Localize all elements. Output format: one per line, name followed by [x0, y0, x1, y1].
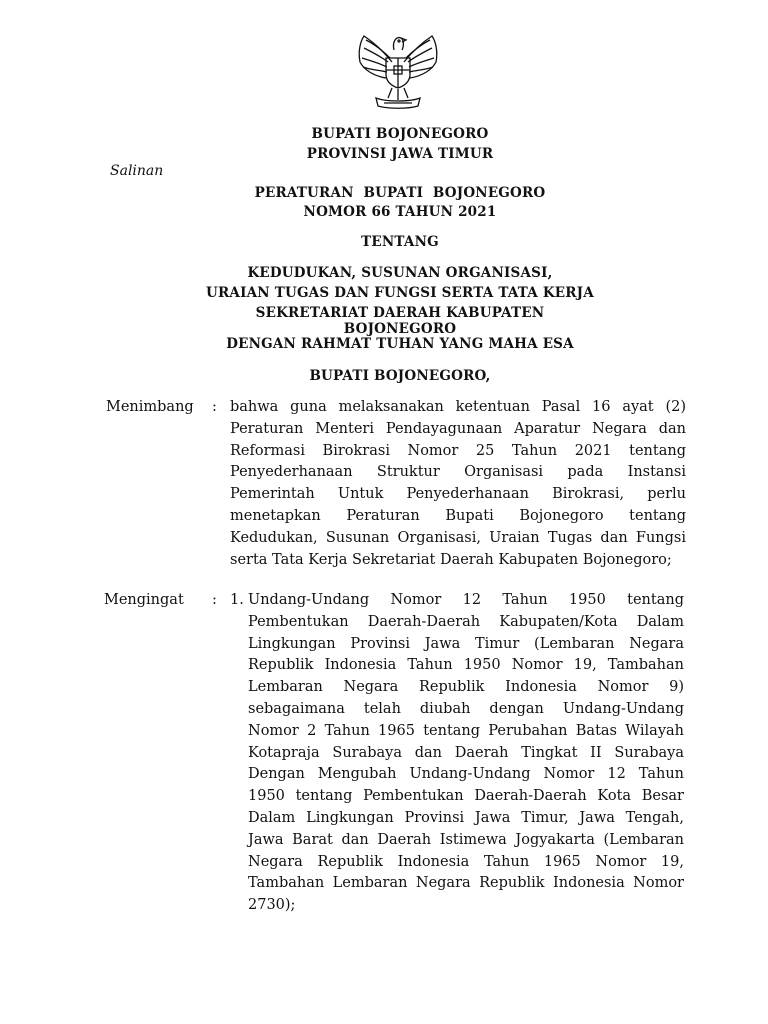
text-line: Lembaran Negara Republik Indonesia Nomor 9) — [248, 679, 684, 696]
text-line: Lingkungan Provinsi Jawa Timur (Lembaran Negara — [248, 635, 684, 652]
issuer-line-1: BUPATI BOJONEGORO — [311, 126, 489, 142]
official-title: BUPATI BOJONEGORO, — [309, 368, 491, 384]
text-line: Dengan Mengubah Undang-Undang Nomor 12 Tahun — [248, 766, 684, 783]
text-line: Dalam Lingkungan Provinsi Jawa Timur, Jawa Tengah, — [248, 809, 684, 826]
text-line: Reformasi Birokrasi Nomor 25 Tahun 2021 tentang — [230, 442, 686, 459]
subject-line-2: URAIAN TUGAS DAN FUNGSI SERTA TATA KERJA — [206, 285, 594, 301]
text-line: sebagaimana telah diubah dengan Undang-Undang — [248, 700, 684, 717]
text-line: Jawa Barat dan Daerah Istimewa Jogyakarta (Lembaran — [248, 831, 684, 848]
menimbang-label: Menimbang — [106, 399, 194, 415]
text-line: Penyederhanaan Struktur Organisasi pada Instansi — [230, 464, 686, 481]
text-line: Pembentukan Daerah-Daerah Kabupaten/Kota Dalam — [248, 613, 684, 630]
text-line: Peraturan Menteri Pendayagunaan Aparatur Negara dan — [230, 420, 686, 437]
text-line: Kedudukan, Susunan Organisasi, Uraian Tugas dan Fungsi — [230, 529, 686, 546]
text-line: Undang-Undang Nomor 12 Tahun 1950 tentang — [248, 592, 684, 608]
text-line: Pemerintah Untuk Penyederhanaan Birokrasi, perlu — [230, 486, 686, 503]
regulation-title: PERATURAN BUPATI BOJONEGORO — [254, 185, 546, 201]
garuda-emblem-icon — [346, 22, 450, 110]
menimbang-colon: : — [212, 399, 217, 415]
mengingat-label: Mengingat — [104, 592, 184, 608]
about-heading: TENTANG — [361, 234, 439, 250]
issuer-line-2: PROVINSI JAWA TIMUR — [306, 146, 494, 162]
menimbang-text — [230, 397, 686, 571]
text-line: Kotapraja Surabaya dan Daerah Tingkat II Surabaya — [248, 744, 684, 761]
text-line: Nomor 2 Tahun 1965 tentang Perubahan Batas Wilayah — [248, 722, 684, 739]
text-line: serta Tata Kerja Sekretariat Daerah Kabupaten Bojonegoro; — [230, 551, 672, 568]
invocation: DENGAN RAHMAT TUHAN YANG MAHA ESA — [226, 336, 574, 352]
text-line: 1950 tentang Pembentukan Daerah-Daerah Kota Besar — [248, 788, 684, 805]
copy-mark: Salinan — [110, 163, 164, 179]
mengingat-item-number: 1. — [230, 592, 244, 608]
mengingat-item-text — [248, 590, 684, 917]
text-line: Tambahan Lembaran Negara Republik Indonesia Nomor — [248, 875, 684, 892]
text-line: menetapkan Peraturan Bupati Bojonegoro tentang — [230, 507, 686, 524]
subject-line-3: SEKRETARIAT DAERAH KABUPATEN BOJONEGORO — [255, 305, 545, 337]
mengingat-colon: : — [212, 592, 217, 608]
text-line: 2730); — [248, 897, 296, 914]
subject-line-1: KEDUDUKAN, SUSUNAN ORGANISASI, — [247, 265, 553, 281]
text-line: Negara Republik Indonesia Tahun 1965 Nomor 19, — [248, 853, 684, 870]
regulation-number: NOMOR 66 TAHUN 2021 — [303, 204, 497, 220]
text-line: Republik Indonesia Tahun 1950 Nomor 19, Tambahan — [248, 657, 684, 674]
text-line: bahwa guna melaksanakan ketentuan Pasal 16 ayat (2) — [230, 399, 686, 415]
